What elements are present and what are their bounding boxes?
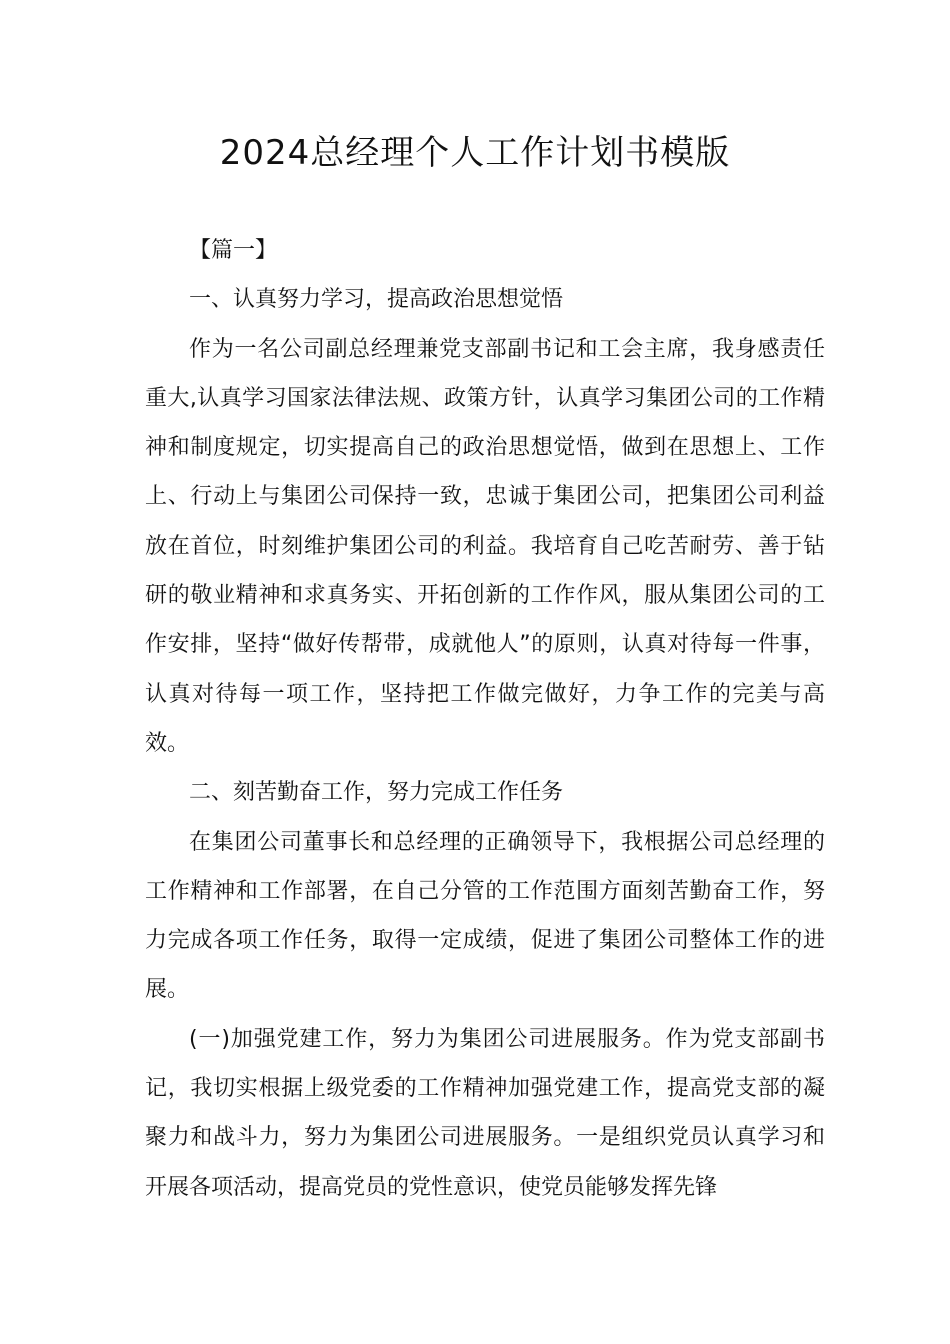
document-body: [145, 226, 825, 1212]
section-label: 【篇一】: [189, 238, 278, 263]
body-paragraph: 作为一名公司副总经理兼党支部副书记和工会主席，我身感责任重大,认真学习国家法律法规、政策方针，认真学习集团公司的工作精神和制度规定，切实提高自己的政治思想觉悟，做到在思想上、工作上、行动上与集团公司保持一致，忠诚于集团公司，把集团公司利益放在首位，时刻维护集团公司的利益。我培育自己吃苦耐劳、善于钻研的敬业精神和求真务实、开拓创新的工作作风，服从集团公司的工作安排，坚持“做好传帮带，成就他人”的原则，认真对待每一件事，认真对待每一项工作，坚持把工作做完做好，力争工作的完美与高效。: [145, 336, 825, 756]
document-title: 2024总经理个人工作计划书模版: [219, 133, 731, 173]
body-paragraph: (一)加强党建工作，努力为集团公司进展服务。作为党支部副书记，我切实根据上级党委的工作精神加强党建工作，提高党支部的凝聚力和战斗力，努力为集团公司进展服务。一是组织党员认真学习和开展各项活动，提高党员的党性意识，使党员能够发挥先锋: [145, 1026, 825, 1200]
section-heading: 二、刻苦勤奋工作，努力完成工作任务: [189, 780, 564, 806]
body-paragraph: 在集团公司董事长和总经理的正确领导下，我根据公司总经理的工作精神和工作部署，在自己分管的工作范围方面刻苦勤奋工作，努力完成各项工作任务，取得一定成绩，促进了集团公司整体工作的进展。: [145, 829, 825, 1003]
section-heading: 一、认真努力学习，提高政治思想觉悟: [189, 287, 564, 313]
